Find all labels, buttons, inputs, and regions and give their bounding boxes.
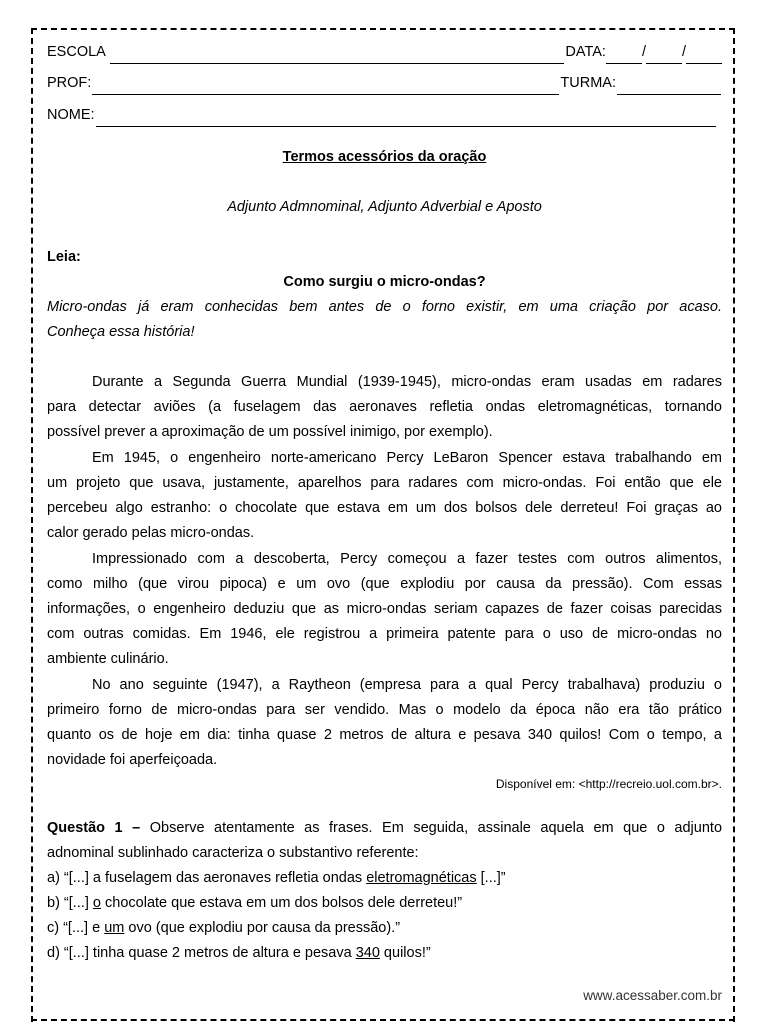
paragraph-3-line-3: informações, o engenheiro deduziu que as micro-ondas seriam capazes de fazer coisas parecidas bbox=[47, 601, 722, 617]
source-citation: Disponível em: <http://recreio.uol.com.br>. bbox=[495, 777, 722, 791]
nome-field[interactable] bbox=[96, 110, 716, 127]
page-title: Termos acessórios da oração bbox=[282, 149, 487, 165]
nome-label: NOME: bbox=[47, 107, 95, 123]
paragraph-3-line-5: ambiente culinário. bbox=[47, 651, 169, 667]
question-1-text-1: Observe atentamente as frases. Em seguida, assinale aquela em que o adjunto bbox=[140, 820, 723, 836]
paragraph-4-line-3: quanto os de hoje em dia: tinha quase 2 metros de altura e pesava 340 quilos! Com o tempo, a bbox=[47, 727, 722, 743]
leia-label: Leia: bbox=[47, 249, 81, 265]
option-d[interactable] bbox=[47, 941, 722, 965]
option-b-underlined: o bbox=[92, 895, 101, 911]
prof-label: PROF: bbox=[47, 75, 92, 91]
paragraph-4-line-4: novidade foi aperfeiçoada. bbox=[47, 752, 218, 768]
intro-line-1: Micro-ondas já eram conhecidas bem antes de o forno existir, em uma criação por acaso. bbox=[47, 299, 722, 315]
day-field[interactable] bbox=[606, 47, 642, 64]
turma-label: TURMA: bbox=[560, 75, 616, 91]
option-a[interactable] bbox=[47, 866, 722, 890]
option-c-pre: c) “[...] e bbox=[47, 920, 105, 936]
escola-label: ESCOLA bbox=[47, 44, 106, 60]
question-1-line-2: adnominal sublinhado caracteriza o substantivo referente: bbox=[47, 845, 419, 861]
paragraph-2-line-1: Em 1945, o engenheiro norte-americano Percy LeBaron Spencer estava trabalhando em bbox=[92, 450, 722, 466]
option-d-pre: d) “[...] tinha quase 2 metros de altura e pesava bbox=[47, 945, 356, 961]
month-field[interactable] bbox=[646, 47, 682, 64]
option-a-pre: a) “[...] a fuselagem das aeronaves refletia ondas bbox=[47, 870, 367, 886]
paragraph-4-line-1: No ano seguinte (1947), a Raytheon (empresa para a qual Percy trabalhava) produziu o bbox=[92, 677, 722, 693]
date-slash-2: / bbox=[681, 44, 686, 60]
option-c-underlined: um bbox=[104, 920, 125, 936]
page-subtitle: Adjunto Admnominal, Adjunto Adverbial e Aposto bbox=[227, 199, 542, 215]
paragraph-1-line-3: possível prever a aproximação de um possível inimigo, por exemplo). bbox=[47, 424, 493, 440]
paragraph-3-line-1: Impressionado com a descoberta, Percy começou a fazer testes com outros alimentos, bbox=[92, 551, 722, 567]
website-footer[interactable]: www.acessaber.com.br bbox=[583, 988, 722, 1003]
text-title: Como surgiu o micro-ondas? bbox=[283, 274, 486, 290]
paragraph-4-line-2: primeiro forno de micro-ondas para ser vendido. Mas o modelo da época não era tão prático bbox=[47, 702, 722, 718]
option-b-post: chocolate que estava em um dos bolsos dele derreteu!” bbox=[101, 895, 463, 911]
option-d-underlined: 340 bbox=[355, 945, 380, 961]
paragraph-2-line-4: calor gerado pelas micro-ondas. bbox=[47, 525, 255, 541]
option-d-post: quilos!” bbox=[379, 945, 431, 961]
option-a-underlined: eletromagnéticas bbox=[366, 870, 477, 886]
turma-field[interactable] bbox=[617, 78, 721, 95]
prof-field[interactable] bbox=[92, 78, 559, 95]
prof-row bbox=[47, 71, 722, 95]
escola-field[interactable] bbox=[110, 47, 565, 64]
year-field[interactable] bbox=[686, 47, 722, 64]
option-c-post: ovo (que explodiu por causa da pressão).” bbox=[124, 920, 401, 936]
data-label: DATA: bbox=[565, 44, 606, 60]
option-a-post: [...]” bbox=[476, 870, 506, 886]
paragraph-3-line-2: como milho (que virou pipoca) e um ovo (que explodiu por causa da pressão). Com essas bbox=[47, 576, 722, 592]
escola-row bbox=[47, 40, 722, 64]
paragraph-3-line-4: com outras comidas. Em 1946, ele registrou a primeira patente para o uso de micro-ondas no bbox=[47, 626, 722, 642]
page-border-bottom bbox=[31, 1019, 735, 1021]
option-b-pre: b) “[...] bbox=[47, 895, 93, 911]
paragraph-1-line-1: Durante a Segunda Guerra Mundial (1939-1945), micro-ondas eram usadas em radares bbox=[92, 374, 722, 390]
question-1-label: Questão 1 – bbox=[47, 820, 141, 836]
paragraph-2-line-3: percebeu algo estranho: o chocolate que estava em um dos bolsos dele derreteu! Foi graças ao bbox=[47, 500, 722, 516]
nome-row bbox=[47, 103, 717, 127]
question-1-line-1 bbox=[47, 816, 722, 840]
date-slash-1: / bbox=[641, 44, 646, 60]
option-c[interactable] bbox=[47, 916, 722, 940]
option-b[interactable] bbox=[47, 891, 722, 915]
paragraph-2-line-2: um projeto que usava, justamente, aparelhos para radares com micro-ondas. Foi então que ele bbox=[47, 475, 722, 491]
paragraph-1-line-2: para detectar aviões (a fuselagem das aeronaves refletia ondas eletromagnéticas, tornando bbox=[47, 399, 722, 415]
intro-line-2: Conheça essa história! bbox=[47, 324, 195, 340]
